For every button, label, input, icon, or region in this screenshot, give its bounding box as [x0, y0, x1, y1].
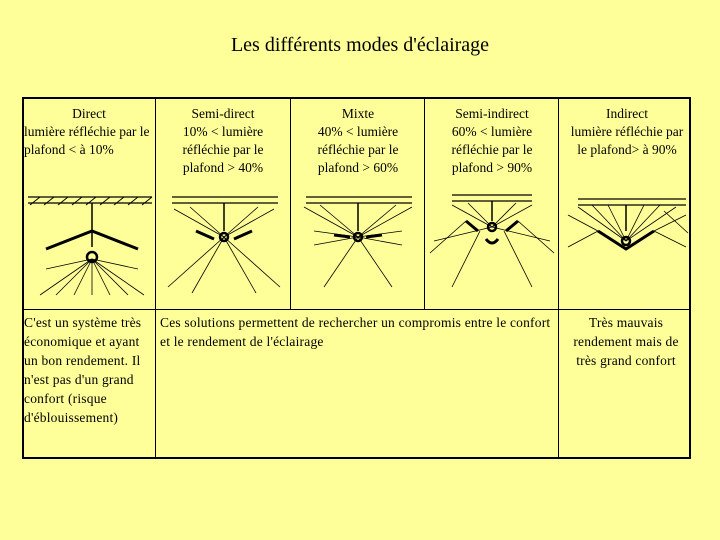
- mode-name-semi-direct: Semi-direct: [191, 106, 255, 121]
- header-semi-direct: [165, 105, 281, 177]
- mixte-luminaire-diagram: [294, 187, 422, 297]
- figure-semi-direct: [160, 187, 288, 297]
- mode-name-mixte: Mixte: [341, 106, 375, 121]
- figure-direct: [26, 187, 154, 297]
- lighting-modes-table: [22, 97, 691, 459]
- header-direct: [24, 105, 154, 159]
- figure-indirect: [564, 187, 690, 297]
- col-divider-3: [424, 99, 425, 309]
- direct-luminaire-diagram: [26, 187, 154, 297]
- note-indirect: Très mauvais rendement mais de très grand confort: [573, 315, 679, 368]
- col-divider-1: [155, 99, 156, 309]
- header-mixte: [300, 105, 416, 177]
- figure-semi-indirect: [428, 187, 556, 297]
- mode-desc-semi-indirect: 60% < lumière réfléchie par le plafond > 90%: [451, 124, 533, 175]
- indirect-luminaire-diagram: [564, 187, 690, 297]
- note-direct: C'est un système très économique et ayant un bon rendement. Il n'est pas d'un grand confort (risque d'éblouissement): [24, 315, 142, 425]
- semi-direct-luminaire-diagram: [160, 187, 288, 297]
- semi-indirect-luminaire-diagram: [428, 187, 556, 297]
- mode-desc-direct: lumière réfléchie par le plafond < à 10%: [24, 124, 150, 157]
- mode-desc-mixte: 40% < lumière réfléchie par le plafond > 60%: [317, 124, 399, 175]
- header-indirect: [568, 105, 686, 159]
- note-divider-1: [155, 309, 156, 457]
- col-divider-2: [290, 99, 291, 309]
- header-semi-indirect: [434, 105, 550, 177]
- col-divider-4: [558, 99, 559, 309]
- page-title: Les différents modes d'éclairage: [230, 34, 490, 56]
- figure-mixte: [294, 187, 422, 297]
- mode-name-direct: Direct: [72, 106, 106, 121]
- row-divider: [24, 309, 689, 310]
- mode-name-indirect: Indirect: [606, 106, 648, 121]
- mode-name-semi-indirect: Semi-indirect: [455, 106, 529, 121]
- mode-desc-semi-direct: 10% < lumière réfléchie par le plafond > 40%: [182, 124, 264, 175]
- note-compromise: Ces solutions permettent de rechercher un compromis entre le confort et le rendement de l'éclairage: [160, 315, 551, 349]
- mode-desc-indirect: lumière réfléchie par le plafond> à 90%: [570, 124, 684, 157]
